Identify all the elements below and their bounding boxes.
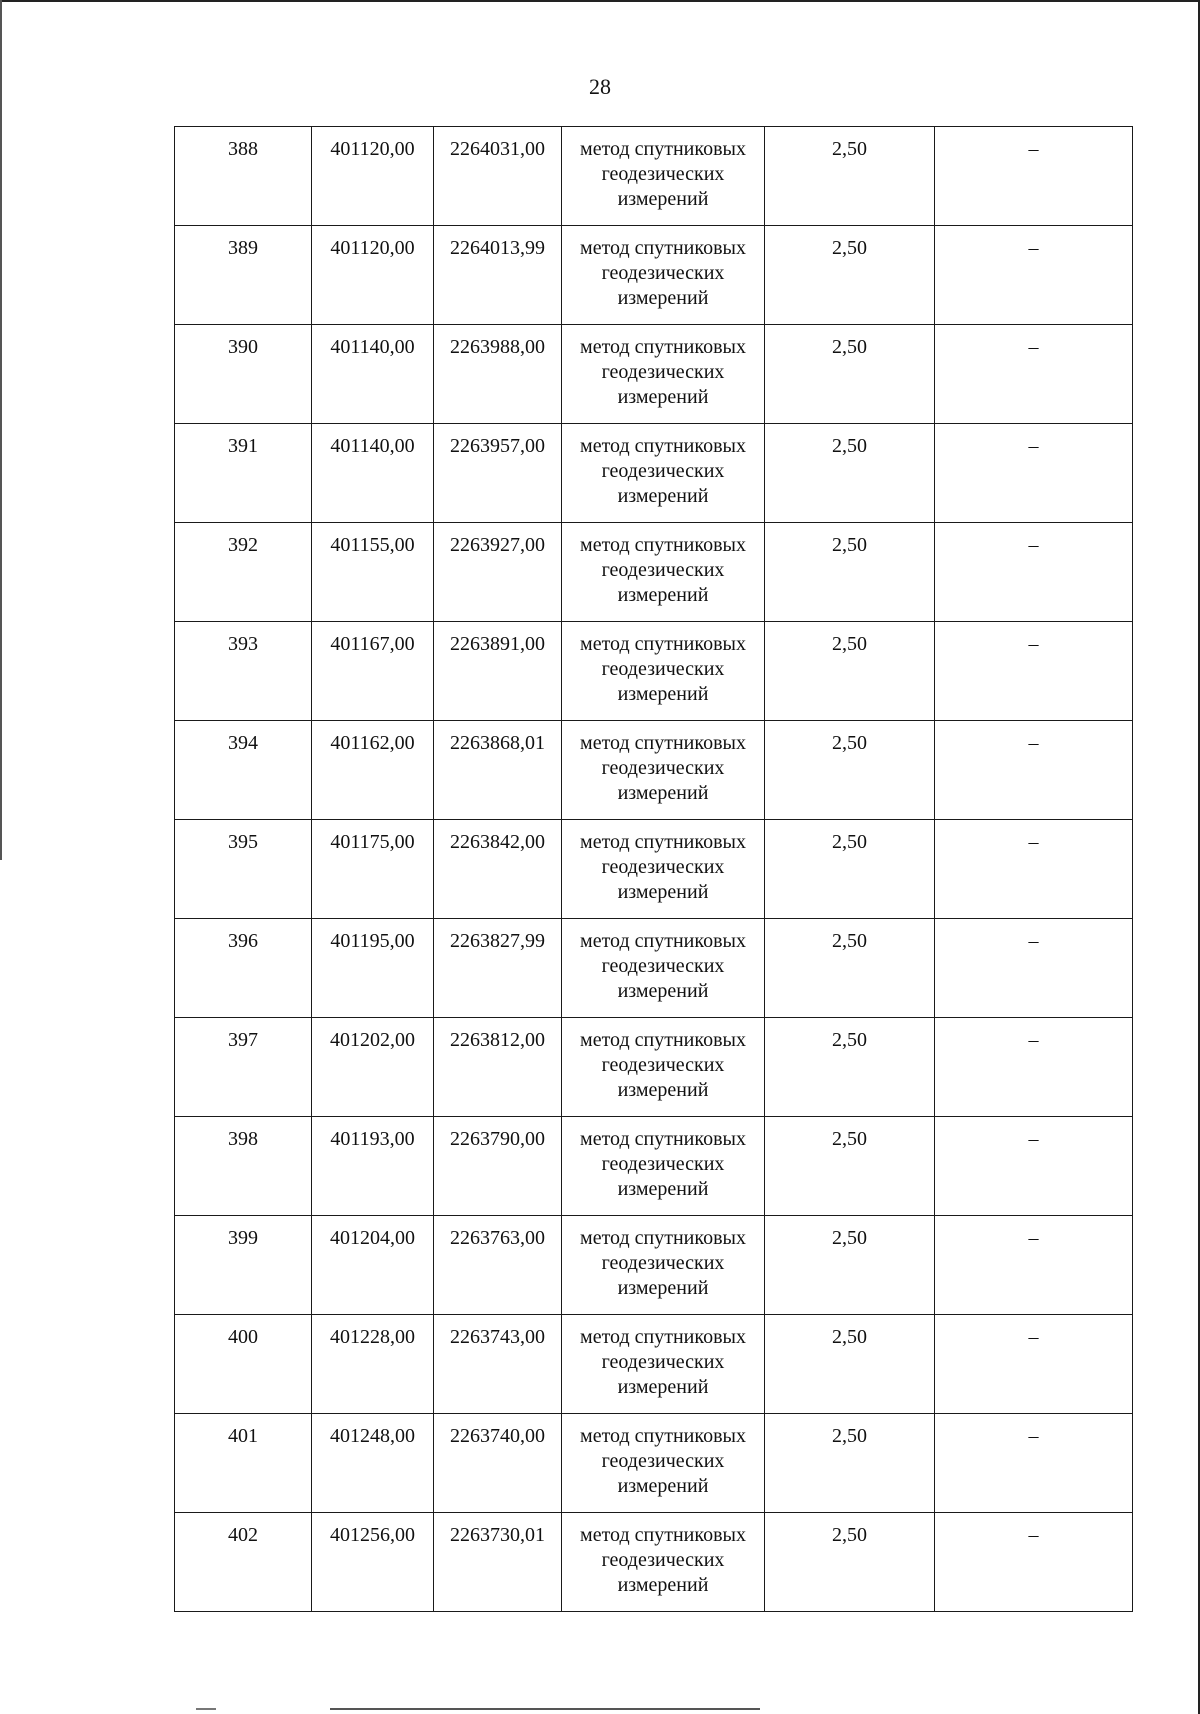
table-row	[175, 1414, 1133, 1513]
cell-accuracy: 2,50	[765, 1315, 935, 1414]
cell-note: –	[935, 1414, 1133, 1513]
cell-coordinate-x: 401120,00	[312, 226, 434, 325]
cell-accuracy: 2,50	[765, 1414, 935, 1513]
cell-accuracy: 2,50	[765, 820, 935, 919]
cell-coordinate-x: 401195,00	[312, 919, 434, 1018]
cell-method: метод спутниковых геодезических измерений	[562, 325, 765, 424]
cell-coordinate-y: 2263927,00	[434, 523, 562, 622]
bottom-edge-mark	[196, 1708, 216, 1710]
page-border-left	[0, 0, 2, 860]
table-row	[175, 820, 1133, 919]
cell-point-number: 399	[175, 1216, 312, 1315]
cell-accuracy: 2,50	[765, 226, 935, 325]
cell-note: –	[935, 127, 1133, 226]
cell-point-number: 389	[175, 226, 312, 325]
cell-coordinate-y: 2263743,00	[434, 1315, 562, 1414]
cell-coordinate-y: 2263827,99	[434, 919, 562, 1018]
cell-accuracy: 2,50	[765, 1018, 935, 1117]
cell-method: метод спутниковых геодезических измерений	[562, 1216, 765, 1315]
cell-point-number: 396	[175, 919, 312, 1018]
cell-method: метод спутниковых геодезических измерений	[562, 1315, 765, 1414]
cell-accuracy: 2,50	[765, 1513, 935, 1612]
cell-method: метод спутниковых геодезических измерений	[562, 226, 765, 325]
cell-coordinate-y: 2263763,00	[434, 1216, 562, 1315]
cell-note: –	[935, 919, 1133, 1018]
cell-coordinate-y: 2264013,99	[434, 226, 562, 325]
table-row	[175, 622, 1133, 721]
cell-note: –	[935, 1315, 1133, 1414]
cell-point-number: 392	[175, 523, 312, 622]
cell-coordinate-x: 401204,00	[312, 1216, 434, 1315]
cell-note: –	[935, 622, 1133, 721]
coordinates-table	[174, 126, 1133, 1612]
cell-method: метод спутниковых геодезических измерений	[562, 919, 765, 1018]
cell-method: метод спутниковых геодезических измерений	[562, 1513, 765, 1612]
cell-point-number: 398	[175, 1117, 312, 1216]
cell-coordinate-y: 2263740,00	[434, 1414, 562, 1513]
cell-point-number: 393	[175, 622, 312, 721]
cell-point-number: 390	[175, 325, 312, 424]
cell-note: –	[935, 1117, 1133, 1216]
cell-method: метод спутниковых геодезических измерений	[562, 127, 765, 226]
cell-coordinate-x: 401175,00	[312, 820, 434, 919]
cell-accuracy: 2,50	[765, 622, 935, 721]
cell-coordinate-y: 2263842,00	[434, 820, 562, 919]
page-number: 28	[589, 74, 611, 99]
cell-coordinate-y: 2264031,00	[434, 127, 562, 226]
cell-point-number: 402	[175, 1513, 312, 1612]
table-row	[175, 127, 1133, 226]
cell-note: –	[935, 325, 1133, 424]
cell-coordinate-x: 401140,00	[312, 424, 434, 523]
cell-method: метод спутниковых геодезических измерений	[562, 1414, 765, 1513]
cell-point-number: 394	[175, 721, 312, 820]
table-row	[175, 721, 1133, 820]
cell-accuracy: 2,50	[765, 1117, 935, 1216]
table-row	[175, 919, 1133, 1018]
cell-coordinate-x: 401202,00	[312, 1018, 434, 1117]
cell-coordinate-y: 2263988,00	[434, 325, 562, 424]
cell-coordinate-y: 2263891,00	[434, 622, 562, 721]
cell-point-number: 395	[175, 820, 312, 919]
cell-coordinate-x: 401162,00	[312, 721, 434, 820]
cell-note: –	[935, 1018, 1133, 1117]
cell-point-number: 397	[175, 1018, 312, 1117]
cell-method: метод спутниковых геодезических измерений	[562, 721, 765, 820]
table-row	[175, 424, 1133, 523]
cell-accuracy: 2,50	[765, 721, 935, 820]
cell-method: метод спутниковых геодезических измерений	[562, 820, 765, 919]
cell-coordinate-x: 401155,00	[312, 523, 434, 622]
coordinates-table-body	[175, 127, 1133, 1612]
cell-note: –	[935, 424, 1133, 523]
cell-coordinate-x: 401140,00	[312, 325, 434, 424]
cell-coordinate-y: 2263812,00	[434, 1018, 562, 1117]
cell-note: –	[935, 523, 1133, 622]
cell-note: –	[935, 1513, 1133, 1612]
cell-method: метод спутниковых геодезических измерений	[562, 523, 765, 622]
cell-accuracy: 2,50	[765, 523, 935, 622]
table-row	[175, 226, 1133, 325]
cell-accuracy: 2,50	[765, 424, 935, 523]
cell-method: метод спутниковых геодезических измерений	[562, 622, 765, 721]
cell-note: –	[935, 721, 1133, 820]
cell-accuracy: 2,50	[765, 919, 935, 1018]
cell-note: –	[935, 820, 1133, 919]
cell-point-number: 400	[175, 1315, 312, 1414]
table-row	[175, 1018, 1133, 1117]
bottom-edge-line	[330, 1708, 760, 1710]
cell-coordinate-x: 401193,00	[312, 1117, 434, 1216]
cell-note: –	[935, 226, 1133, 325]
table-row	[175, 1315, 1133, 1414]
cell-coordinate-y: 2263868,01	[434, 721, 562, 820]
cell-method: метод спутниковых геодезических измерений	[562, 1018, 765, 1117]
cell-accuracy: 2,50	[765, 1216, 935, 1315]
cell-point-number: 388	[175, 127, 312, 226]
cell-point-number: 391	[175, 424, 312, 523]
cell-coordinate-x: 401248,00	[312, 1414, 434, 1513]
table-row	[175, 1216, 1133, 1315]
cell-coordinate-x: 401256,00	[312, 1513, 434, 1612]
cell-note: –	[935, 1216, 1133, 1315]
cell-coordinate-y: 2263790,00	[434, 1117, 562, 1216]
table-row	[175, 523, 1133, 622]
cell-coordinate-x: 401228,00	[312, 1315, 434, 1414]
cell-coordinate-y: 2263957,00	[434, 424, 562, 523]
table-row	[175, 325, 1133, 424]
cell-method: метод спутниковых геодезических измерений	[562, 424, 765, 523]
cell-accuracy: 2,50	[765, 127, 935, 226]
cell-point-number: 401	[175, 1414, 312, 1513]
cell-method: метод спутниковых геодезических измерений	[562, 1117, 765, 1216]
cell-accuracy: 2,50	[765, 325, 935, 424]
cell-coordinate-x: 401167,00	[312, 622, 434, 721]
cell-coordinate-y: 2263730,01	[434, 1513, 562, 1612]
table-row	[175, 1117, 1133, 1216]
table-row	[175, 1513, 1133, 1612]
cell-coordinate-x: 401120,00	[312, 127, 434, 226]
page-border-top	[0, 0, 1200, 2]
